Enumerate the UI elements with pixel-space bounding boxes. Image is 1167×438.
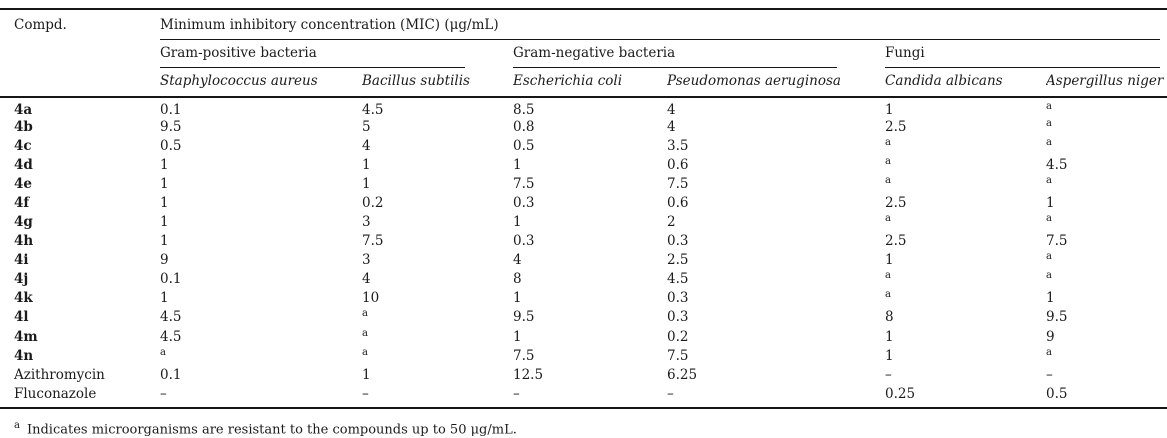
- mic-table: [0, 8, 1167, 409]
- mic-value-cell: 1: [1046, 194, 1055, 211]
- table-row: [0, 97, 1167, 119]
- group-fungi: [885, 40, 1167, 68]
- mic-value-cell: 0.2: [667, 328, 689, 345]
- compound-label: Fluconazole: [14, 385, 97, 402]
- mic-value-cell: 4: [513, 252, 522, 269]
- mic-value-cell: 3: [362, 213, 371, 230]
- footnote-text: Indicates microorganisms are resistant to the compounds up to 50 μg/mL.: [26, 422, 517, 438]
- mic-value-cell: 0.2: [362, 194, 384, 211]
- mic-value-cell: 4.5: [1046, 156, 1068, 173]
- table-row: [0, 367, 1167, 386]
- mic-value-cell: 7.5: [513, 175, 535, 192]
- mic-value-cell: 0.3: [513, 233, 535, 250]
- mic-value-cell: 0.3: [667, 309, 689, 326]
- resistant-marker: a: [1046, 347, 1052, 358]
- mic-value-cell: [885, 271, 1046, 290]
- mic-value-cell: [1046, 176, 1167, 195]
- table-row: [0, 271, 1167, 290]
- table-body: [0, 97, 1167, 408]
- mic-value-cell: 0.1: [160, 366, 182, 383]
- compound-label: 4m: [14, 328, 38, 345]
- mic-value-cell: 4.5: [160, 328, 182, 345]
- mic-value-cell: 1: [513, 290, 522, 307]
- mic-value-cell: 1: [160, 175, 169, 192]
- table-row: [0, 348, 1167, 367]
- resistant-marker: a: [1046, 271, 1052, 282]
- resistant-marker: a: [885, 290, 891, 301]
- mic-value-cell: 4: [667, 118, 676, 135]
- mic-value-cell: [885, 214, 1046, 233]
- mic-value-cell: –: [1046, 366, 1053, 383]
- mic-value-cell: 7.5: [513, 347, 535, 364]
- group-fungi-label: Fungi: [885, 45, 1160, 68]
- organism-aspergillus-niger: Aspergillus niger: [1046, 73, 1164, 89]
- mic-value-cell: 1: [885, 102, 894, 118]
- mic-table-header: [0, 9, 1167, 97]
- mic-value-cell: 9.5: [513, 309, 535, 326]
- organism-escherichia-coli: Escherichia coli: [513, 73, 623, 89]
- mic-value-cell: 0.6: [667, 194, 689, 211]
- mic-value-cell: 1: [885, 328, 894, 345]
- mic-value-cell: 7.5: [667, 175, 689, 192]
- header-row-organisms: [0, 68, 1167, 97]
- mic-value-cell: –: [513, 385, 520, 402]
- mic-value-cell: 2.5: [885, 233, 907, 250]
- compound-label: 4f: [14, 194, 30, 211]
- mic-value-cell: 1: [513, 213, 522, 230]
- table-row: [0, 329, 1167, 348]
- mic-value-cell: 4: [362, 271, 371, 288]
- mic-value-cell: 0.3: [513, 194, 535, 211]
- mic-value-cell: [362, 309, 513, 328]
- mic-value-cell: [885, 176, 1046, 195]
- mic-value-cell: 3: [362, 252, 371, 269]
- resistant-marker: a: [885, 156, 891, 167]
- mic-value-cell: 0.5: [160, 137, 182, 154]
- mic-value-cell: 2.5: [885, 118, 907, 135]
- mic-value-cell: [1046, 271, 1167, 290]
- mic-value-cell: 9.5: [160, 118, 182, 135]
- mic-value-cell: 0.1: [160, 102, 182, 118]
- mic-value-cell: 0.25: [885, 385, 916, 402]
- resistant-marker: a: [1046, 118, 1052, 129]
- header-row-mic: [0, 9, 1167, 40]
- mic-value-cell: 7.5: [362, 233, 384, 250]
- mic-value-cell: 0.3: [667, 233, 689, 250]
- mic-value-cell: 6.25: [667, 366, 698, 383]
- mic-value-cell: 9: [160, 252, 169, 269]
- mic-value-cell: –: [160, 385, 167, 402]
- resistant-marker: a: [1046, 175, 1052, 186]
- mic-value-cell: 1: [160, 233, 169, 250]
- resistant-marker: a: [885, 175, 891, 186]
- group-gram-positive-label: Gram-positive bacteria: [160, 45, 465, 68]
- mic-value-cell: –: [885, 366, 892, 383]
- resistant-marker: a: [1046, 252, 1052, 263]
- table-row: [0, 290, 1167, 309]
- organism-pseudomonas-aeruginosa: Pseudomonas aeruginosa: [667, 73, 841, 89]
- mic-value-cell: 10: [362, 290, 380, 307]
- mic-value-cell: 1: [160, 290, 169, 307]
- organism-bacillus-subtilis: Bacillus subtilis: [362, 73, 470, 89]
- mic-value-cell: 1: [160, 213, 169, 230]
- table-row: [0, 233, 1167, 252]
- mic-value-cell: 2.5: [885, 194, 907, 211]
- mic-value-cell: 1: [885, 347, 894, 364]
- resistant-marker: a: [362, 328, 368, 339]
- mic-value-cell: 2.5: [667, 252, 689, 269]
- mic-value-cell: 1: [160, 156, 169, 173]
- table-row: [0, 309, 1167, 328]
- mic-value-cell: [1046, 97, 1167, 119]
- resistant-marker: a: [362, 309, 368, 320]
- compound-label: 4k: [14, 290, 33, 307]
- mic-value-cell: [1046, 119, 1167, 138]
- compound-label: 4a: [14, 102, 33, 118]
- group-gram-negative: [513, 40, 885, 68]
- compound-label: 4l: [14, 309, 29, 326]
- mic-value-cell: [362, 348, 513, 367]
- mic-value-cell: [885, 290, 1046, 309]
- table-row: [0, 214, 1167, 233]
- header-row-groups: [0, 40, 1167, 68]
- table-row: [0, 119, 1167, 138]
- mic-value-cell: 12.5: [513, 366, 544, 383]
- mic-value-cell: 9: [1046, 328, 1055, 345]
- mic-value-cell: 8: [513, 271, 522, 288]
- resistant-marker: a: [362, 347, 368, 358]
- mic-value-cell: –: [362, 385, 369, 402]
- table-row: [0, 195, 1167, 214]
- mic-value-cell: 0.6: [667, 156, 689, 173]
- mic-value-cell: 4: [667, 102, 676, 118]
- mic-value-cell: 1: [1046, 290, 1055, 307]
- mic-value-cell: 4.5: [362, 102, 384, 118]
- compound-label: Azithromycin: [14, 366, 105, 383]
- mic-value-cell: [362, 329, 513, 348]
- mic-value-cell: 8: [885, 309, 894, 326]
- mic-header-cell: [160, 9, 1167, 40]
- mic-value-cell: [160, 348, 362, 367]
- resistant-marker: a: [885, 271, 891, 282]
- mic-value-cell: 4: [362, 137, 371, 154]
- mic-value-cell: 7.5: [1046, 233, 1068, 250]
- mic-value-cell: [1046, 138, 1167, 157]
- mic-value-cell: 1: [513, 328, 522, 345]
- mic-value-cell: 0.3: [667, 290, 689, 307]
- mic-value-cell: 0.5: [513, 137, 535, 154]
- organism-candida-albicans: Candida albicans: [885, 73, 1003, 89]
- mic-value-cell: 4.5: [160, 309, 182, 326]
- resistant-marker: a: [1046, 137, 1052, 148]
- mic-value-cell: 1: [160, 194, 169, 211]
- compound-label: 4c: [14, 137, 32, 154]
- mic-value-cell: [1046, 252, 1167, 271]
- resistant-marker: a: [1046, 101, 1052, 112]
- mic-value-cell: [1046, 214, 1167, 233]
- mic-value-cell: [885, 157, 1046, 176]
- compound-label: 4j: [14, 271, 29, 288]
- group-gram-negative-label: Gram-negative bacteria: [513, 45, 837, 68]
- mic-value-cell: 0.8: [513, 118, 535, 135]
- table-footnote: [0, 409, 1167, 437]
- mic-value-cell: [885, 138, 1046, 157]
- table-row: [0, 157, 1167, 176]
- group-gram-positive: [160, 40, 513, 68]
- table-row: [0, 138, 1167, 157]
- mic-value-cell: 0.1: [160, 271, 182, 288]
- mic-value-cell: [1046, 348, 1167, 367]
- compound-column-header: Compd.: [14, 17, 67, 33]
- compound-label: 4e: [14, 175, 32, 192]
- mic-header-label: Minimum inhibitory concentration (MIC) (μg/mL): [160, 17, 1160, 40]
- table-row: [0, 386, 1167, 408]
- mic-value-cell: 1: [362, 156, 371, 173]
- footnote-marker: a: [14, 419, 20, 431]
- mic-value-cell: 4.5: [667, 271, 689, 288]
- mic-value-cell: 1: [362, 366, 371, 383]
- mic-value-cell: 3.5: [667, 137, 689, 154]
- mic-value-cell: 8.5: [513, 102, 535, 118]
- mic-value-cell: 1: [885, 252, 894, 269]
- mic-value-cell: 0.5: [1046, 385, 1068, 402]
- compound-label: 4d: [14, 156, 33, 173]
- resistant-marker: a: [885, 137, 891, 148]
- compound-label: 4i: [14, 252, 29, 269]
- table-row: [0, 176, 1167, 195]
- table-row: [0, 252, 1167, 271]
- mic-value-cell: 1: [362, 175, 371, 192]
- organism-staphylococcus-aureus: Staphylococcus aureus: [160, 73, 318, 89]
- resistant-marker: a: [1046, 213, 1052, 224]
- resistant-marker: a: [885, 213, 891, 224]
- resistant-marker: a: [160, 347, 166, 358]
- compound-label: 4g: [14, 213, 33, 230]
- mic-value-cell: 9.5: [1046, 309, 1068, 326]
- compound-label: 4n: [14, 347, 34, 364]
- compound-label: 4b: [14, 118, 33, 135]
- mic-value-cell: 7.5: [667, 347, 689, 364]
- mic-value-cell: –: [667, 385, 674, 402]
- mic-value-cell: 1: [513, 156, 522, 173]
- mic-value-cell: 2: [667, 213, 676, 230]
- mic-value-cell: 5: [362, 118, 371, 135]
- compound-label: 4h: [14, 233, 34, 250]
